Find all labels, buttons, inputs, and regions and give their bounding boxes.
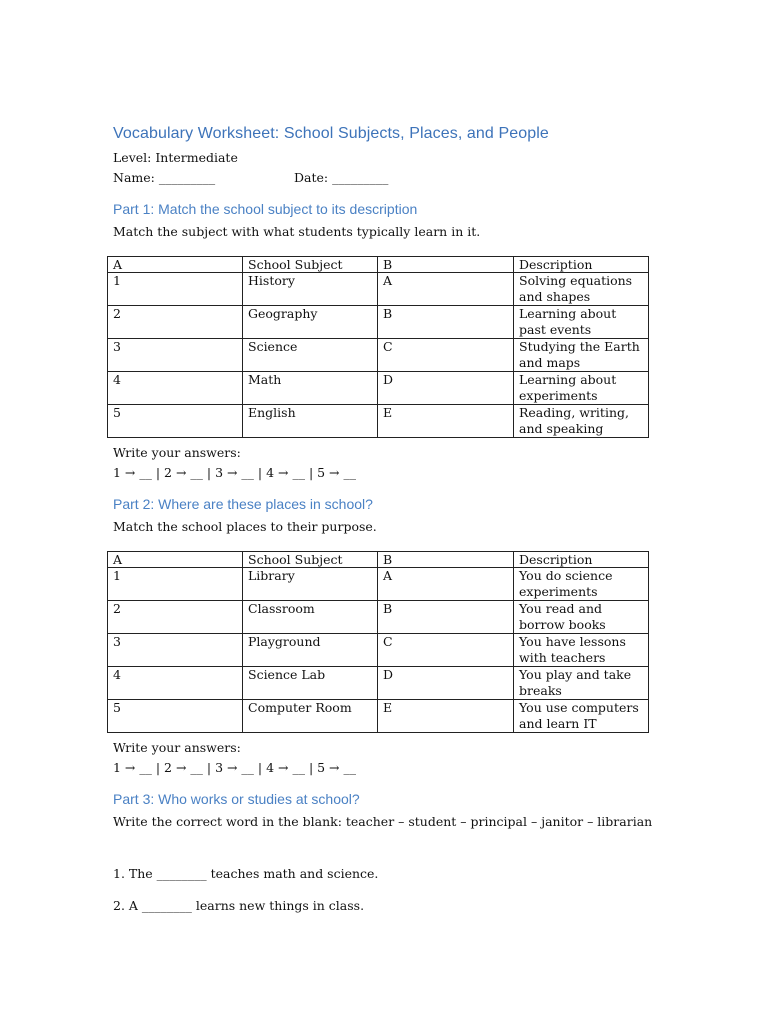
table-row <box>108 568 649 601</box>
column-header: B <box>378 257 514 273</box>
name-field: Name: _________ <box>113 170 216 185</box>
column-header: A <box>108 257 243 273</box>
table-cell: English <box>243 405 378 438</box>
part1-answers-line: 1 → __ | 2 → __ | 3 → __ | 4 → __ | 5 → __ <box>113 465 356 480</box>
table-header-row <box>108 257 649 273</box>
table-cell: A <box>378 273 514 306</box>
table-cell: 1 <box>108 273 243 306</box>
part2-heading: Part 2: Where are these places in school? <box>113 496 373 512</box>
table-header-row <box>108 552 649 568</box>
table-cell: 1 <box>108 568 243 601</box>
table-cell: D <box>378 667 514 700</box>
table-cell: B <box>378 306 514 339</box>
table-cell: You do science experiments <box>514 568 649 601</box>
table-cell: D <box>378 372 514 405</box>
column-header: School Subject <box>243 552 378 568</box>
part2-table <box>107 551 649 733</box>
table-row <box>108 339 649 372</box>
table-cell: Solving equations and shapes <box>514 273 649 306</box>
table-row <box>108 273 649 306</box>
table-cell: 5 <box>108 405 243 438</box>
table-cell: 4 <box>108 667 243 700</box>
table-cell: Playground <box>243 634 378 667</box>
table-cell: Science Lab <box>243 667 378 700</box>
table-cell: Classroom <box>243 601 378 634</box>
table-row <box>108 601 649 634</box>
table-cell: B <box>378 601 514 634</box>
part3-heading: Part 3: Who works or studies at school? <box>113 791 360 807</box>
column-header: B <box>378 552 514 568</box>
part3-item: 2. A ________ learns new things in class. <box>113 898 365 913</box>
part1-instruction: Match the subject with what students typically learn in it. <box>113 224 481 239</box>
table-cell: 3 <box>108 339 243 372</box>
table-row <box>108 634 649 667</box>
part3-item: 1. The ________ teaches math and science. <box>113 866 379 881</box>
table-cell: Math <box>243 372 378 405</box>
table-cell: Library <box>243 568 378 601</box>
table-cell: 2 <box>108 601 243 634</box>
part2-answers-label: Write your answers: <box>113 740 241 755</box>
part1-heading: Part 1: Match the school subject to its description <box>113 201 418 217</box>
table-cell: Geography <box>243 306 378 339</box>
part2-answers-line: 1 → __ | 2 → __ | 3 → __ | 4 → __ | 5 → __ <box>113 760 356 775</box>
table-cell: 5 <box>108 700 243 733</box>
table-cell: History <box>243 273 378 306</box>
table-row <box>108 405 649 438</box>
table-cell: 3 <box>108 634 243 667</box>
part3-instruction: Write the correct word in the blank: teacher – student – principal – janitor – librarian <box>113 814 653 829</box>
table-cell: Learning about experiments <box>514 372 649 405</box>
table-cell: Science <box>243 339 378 372</box>
table-cell: Computer Room <box>243 700 378 733</box>
part2-instruction: Match the school places to their purpose. <box>113 519 377 534</box>
table-cell: E <box>378 405 514 438</box>
table-row <box>108 667 649 700</box>
table-cell: Reading, writing, and speaking <box>514 405 649 438</box>
worksheet-title: Vocabulary Worksheet: School Subjects, Places, and People <box>113 125 549 142</box>
table-cell: You play and take breaks <box>514 667 649 700</box>
column-header: School Subject <box>243 257 378 273</box>
part1-answers-label: Write your answers: <box>113 445 241 460</box>
table-row <box>108 306 649 339</box>
table-cell: A <box>378 568 514 601</box>
date-field: Date: _________ <box>294 170 389 185</box>
table-cell: Learning about past events <box>514 306 649 339</box>
level-label: Level: Intermediate <box>113 150 238 165</box>
table-cell: C <box>378 634 514 667</box>
table-row <box>108 700 649 733</box>
column-header: A <box>108 552 243 568</box>
column-header: Description <box>514 257 649 273</box>
table-cell: You read and borrow books <box>514 601 649 634</box>
table-cell: 4 <box>108 372 243 405</box>
table-cell: E <box>378 700 514 733</box>
table-cell: 2 <box>108 306 243 339</box>
part1-table <box>107 256 649 438</box>
table-row <box>108 372 649 405</box>
table-cell: C <box>378 339 514 372</box>
table-cell: You have lessons with teachers <box>514 634 649 667</box>
table-cell: You use computers and learn IT <box>514 700 649 733</box>
column-header: Description <box>514 552 649 568</box>
table-cell: Studying the Earth and maps <box>514 339 649 372</box>
